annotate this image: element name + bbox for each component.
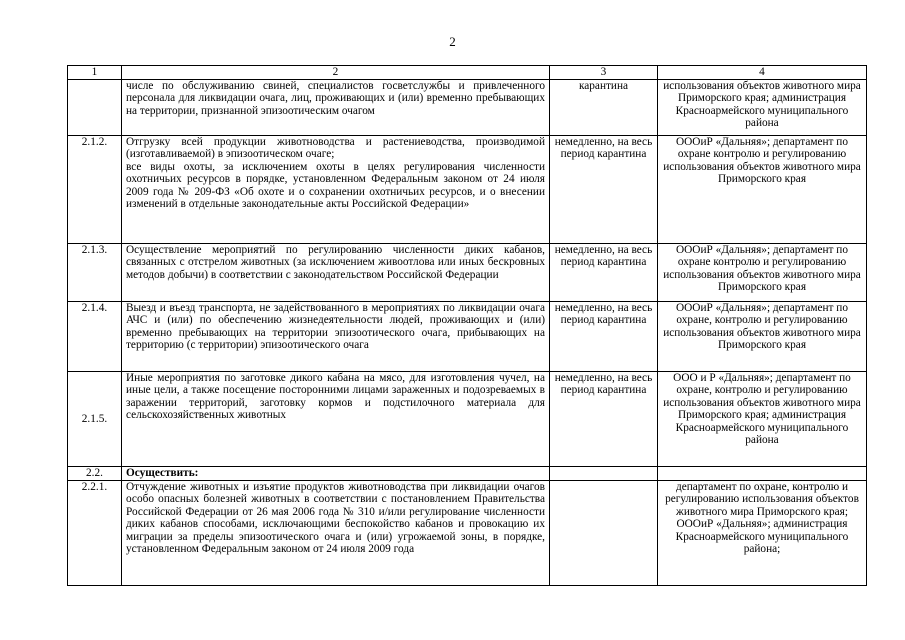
page-number: 2 (449, 34, 456, 49)
row-number: 2.2.1. (68, 481, 122, 586)
row-measure-text (122, 372, 550, 467)
measure-paragraph: Отчуждение животных и изъятие продуктов животноводства при ликвидации очагов особо опасных болезней животных в соответствии с постановлением Правительства Российской Федерации от 26 мая 2006 года № 310 и/или регулирование численности диких кабанов способами, исключающими беспокойство кабанов и провокацию их миграции за пределы эпизоотического очага и (или) угрожаемой зоны, в порядке, установленном Федеральным законом от 24 июля 2009 года (126, 481, 545, 556)
measure-paragraph: Выезд и въезд транспорта, не задействованного в мероприятиях по ликвидации очага АЧС и (или) по обеспечению жизнедеятельности людей, проживающих и (или) временно пребывающих на территории эпизоотического очага, прибывающих на территорию (с территории) эпизоотического очага (126, 302, 545, 352)
row-measure-text (122, 244, 550, 302)
row-measure-text (122, 302, 550, 372)
table-row (68, 136, 867, 244)
row-measure-text (122, 136, 550, 244)
header-col-4: 4 (658, 66, 867, 80)
row-number: 2.1.5. (68, 372, 122, 467)
table-row (68, 467, 867, 481)
header-col-1: 1 (68, 66, 122, 80)
table-header-row (68, 66, 867, 80)
row-responsible: департамент по охране, контролю и регулированию использования объектов животного мира Приморского края; ОООиР «Дальняя»; администрация Красноармейского муниципального района; (658, 481, 867, 586)
section-heading: Осуществить: (126, 467, 199, 479)
row-responsible (658, 467, 867, 481)
row-term: немедленно, на весь период карантина (550, 302, 658, 372)
measure-paragraph: числе по обслуживанию свиней, специалистов госветслужбы и привлеченного персонала для ликвидации очага, лиц, проживающих и (или) временно пребывающих на территории, признанной эпизоотическим очагом (126, 80, 545, 117)
row-number: 2.1.2. (68, 136, 122, 244)
row-measure-text (122, 467, 550, 481)
table-row (68, 481, 867, 586)
header-col-2: 2 (122, 66, 550, 80)
measures-table (67, 65, 867, 586)
row-term: немедленно, на весь период карантина (550, 372, 658, 467)
row-term (550, 467, 658, 481)
table-row (68, 244, 867, 302)
measure-paragraph: Отгрузку всей продукции животноводства и растениеводства, производимой (изготавливаемой) в эпизоотическом очаге; (126, 136, 545, 161)
row-term: карантина (550, 80, 658, 136)
row-term (550, 481, 658, 586)
table-row (68, 372, 867, 467)
row-measure-text (122, 80, 550, 136)
row-number: 2.1.3. (68, 244, 122, 302)
row-responsible: ОООиР «Дальняя»; департамент по охране, контролю и регулированию использования объектов животного мира Приморского края (658, 302, 867, 372)
row-number: 2.1.4. (68, 302, 122, 372)
row-measure-text (122, 481, 550, 586)
header-col-3: 3 (550, 66, 658, 80)
table-row (68, 80, 867, 136)
row-responsible: ОООиР «Дальняя»; департамент по охране контролю и регулированию использования объектов животного мира Приморского края (658, 244, 867, 302)
measure-paragraph: все виды охоты, за исключением охоты в целях регулирования численности охотничьих ресурсов в порядке, установленном Федеральным законом от 24 июля 2009 года № 209-ФЗ «Об охоте и о сохранении охотничьих ресурсов, и о внесении изменений в отдельные законодательные акты Российской Федерации» (126, 160, 545, 211)
row-responsible: ООО и Р «Дальняя»; департамент по охране, контролю и регулированию использования объектов животного мира Приморского края; администрация Красноармейского муниципального района (658, 372, 867, 467)
row-responsible: ОООиР «Дальняя»; департамент по охране контролю и регулированию использования объектов животного мира Приморского края (658, 136, 867, 244)
row-term: немедленно, на весь период карантина (550, 244, 658, 302)
row-term: немедленно, на весь период карантина (550, 136, 658, 244)
measure-paragraph: Иные мероприятия по заготовке дикого кабана на мясо, для изготовления чучел, на иные цели, а также посещение посторонними лицами зараженных и подозреваемых в заражении территорий, заготовку кормов и подстилочного материала для сельскохозяйственных животных (126, 372, 545, 422)
table-row (68, 302, 867, 372)
row-number: 2.2. (68, 467, 122, 481)
measure-paragraph: Осуществление мероприятий по регулированию численности диких кабанов, связанных с отстрелом животных (за исключением живоотлова или иных бескровных методов добычи) в соответствии с законодательством Российской Федерации (126, 244, 545, 281)
row-number (68, 80, 122, 136)
row-responsible: использования объектов животного мира Приморского края; администрация Красноармейского муниципального района (658, 80, 867, 136)
